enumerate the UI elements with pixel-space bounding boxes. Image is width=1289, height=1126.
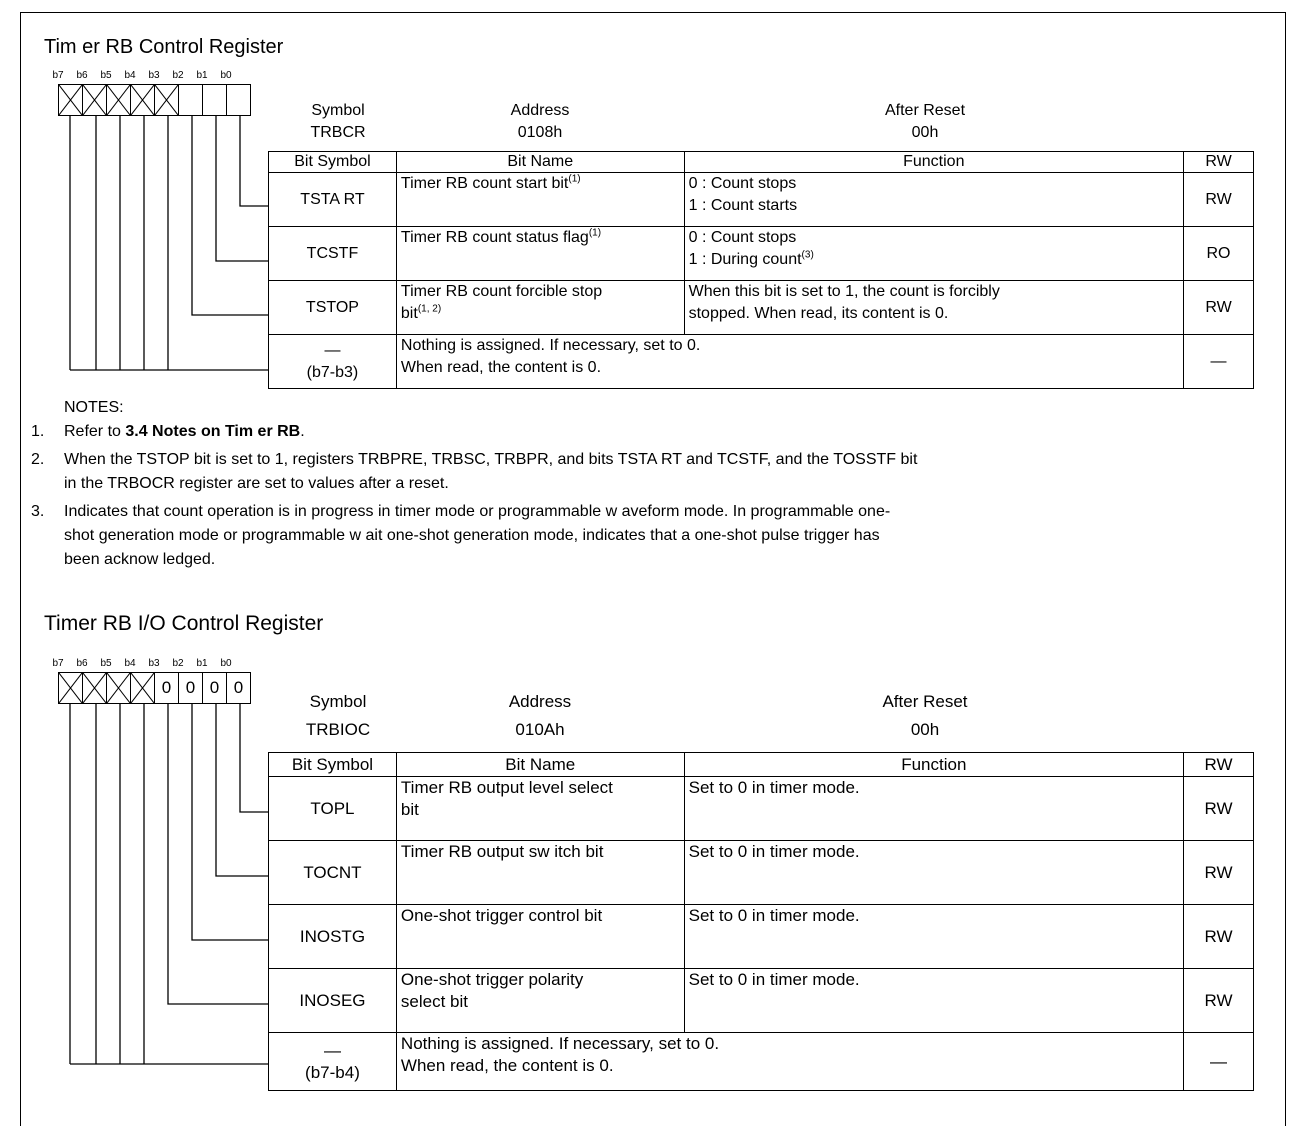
reg2-table <box>268 752 1254 1091</box>
rw-value: — <box>1184 1033 1254 1091</box>
bit-label: b1 <box>196 658 208 669</box>
bit-label: b3 <box>148 70 160 81</box>
rw-value: RW <box>1184 173 1254 227</box>
table-row <box>269 281 1254 335</box>
reg2-symbol-value: TRBIOC <box>305 720 371 739</box>
bit-function: Nothing is assigned. If necessary, set to 0. When read, the content is 0. <box>396 335 1183 389</box>
table-row-reserved <box>269 335 1254 389</box>
bit-name: One-shot trigger control bit <box>396 905 684 969</box>
rw-value: — <box>1184 335 1254 389</box>
reg2-reset-label: After Reset <box>882 692 968 711</box>
table-row-reserved <box>269 1033 1254 1091</box>
col-header: Bit Name <box>396 753 684 777</box>
rw-value: RW <box>1184 969 1254 1033</box>
bit-label: b3 <box>148 658 160 669</box>
bit-symbol: — (b7-b3) <box>269 335 397 389</box>
table-row <box>269 777 1254 841</box>
bit-label: b2 <box>172 70 184 81</box>
col-header: Function <box>684 152 1183 173</box>
bit-symbol: INOSEG <box>269 969 397 1033</box>
reg1-reset-value: 00h <box>911 124 939 141</box>
bit-symbol: TCSTF <box>269 227 397 281</box>
reg2-bit-connectors <box>0 0 280 1126</box>
bit-name: Timer RB output level select bit <box>396 777 684 841</box>
bit-label: b0 <box>220 658 232 669</box>
bit-label: b4 <box>124 70 136 81</box>
rw-value: RW <box>1184 841 1254 905</box>
bit-function: Set to 0 in timer mode. <box>684 777 1183 841</box>
bit-label: b5 <box>100 70 112 81</box>
bit-label: b5 <box>100 658 112 669</box>
bit-label: b2 <box>172 658 184 669</box>
bit-function: When this bit is set to 1, the count is forcibly stopped. When read, its content is 0. <box>684 281 1183 335</box>
bit-function: Set to 0 in timer mode. <box>684 969 1183 1033</box>
bit-name: Timer RB count forcible stop bit$^{(1, 2)}$ <box>396 281 684 335</box>
reg2-reset-value: 00h <box>910 720 940 739</box>
table-header-row <box>269 753 1254 777</box>
bit-name: Timer RB count status flag$^{(1)}$ <box>396 227 684 281</box>
bit-cell: 0 <box>202 672 226 704</box>
bit-symbol: TOPL <box>269 777 397 841</box>
col-header: Bit Name <box>396 152 684 173</box>
reg1-reset-label: After Reset <box>884 102 966 119</box>
bit-label: b1 <box>196 70 208 81</box>
bit-label: b4 <box>124 658 136 669</box>
table-row <box>269 905 1254 969</box>
reg1-title: Tim er RB Control Register <box>44 36 284 58</box>
rw-value: RW <box>1184 281 1254 335</box>
col-header: RW <box>1184 152 1254 173</box>
note-2: 2. When the TSTOP bit is set to 1, registers TRBPRE, TRBSC, TRBPR, and bits TSTA RT and TCSTF, and the TOSSTF bit in the TRBOCR register are set to values after a reset. <box>31 451 918 492</box>
note-1: 1. Refer to 3.4 Notes on Tim er RB. <box>31 423 305 440</box>
table-row <box>269 227 1254 281</box>
reg1-symbol-value: TRBCR <box>310 124 366 141</box>
reg2-address-value: 010Ah <box>515 720 565 739</box>
bit-symbol: — (b7-b4) <box>269 1033 397 1091</box>
bit-label: b6 <box>76 658 88 669</box>
col-header: Function <box>684 753 1183 777</box>
note-3: 3. Indicates that count operation is in progress in timer mode or programmable w aveform mode. In programmable one- shot generation mode or programmable w ait one-shot generation mode, indicates that a one-shot pulse trigger has been acknow ledged. <box>31 503 891 568</box>
bit-cell: 0 <box>226 672 250 704</box>
col-header: RW <box>1184 753 1254 777</box>
bit-symbol: TOCNT <box>269 841 397 905</box>
reg2-address-label: Address <box>508 692 572 711</box>
table-row <box>269 173 1254 227</box>
bit-function: 0 : Count stops 1 : Count starts <box>684 173 1183 227</box>
bit-function: Set to 0 in timer mode. <box>684 905 1183 969</box>
bit-function: 0 : Count stops 1 : During count$^{(3)}$ <box>684 227 1183 281</box>
bit-cell: 0 <box>154 672 178 704</box>
table-row <box>269 841 1254 905</box>
reg1-address-label: Address <box>510 102 570 119</box>
bit-label: b7 <box>52 658 64 669</box>
table-header-row <box>269 152 1254 173</box>
bit-symbol: TSTOP <box>269 281 397 335</box>
reg1-table <box>268 151 1254 389</box>
reg1-address-value: 0108h <box>517 124 563 141</box>
notes-title: NOTES: <box>64 399 124 416</box>
bit-label: b6 <box>76 70 88 81</box>
rw-value: RW <box>1184 905 1254 969</box>
reg2-title: Timer RB I/O Control Register <box>44 612 324 635</box>
bit-cell: 0 <box>178 672 202 704</box>
bit-symbol: TSTA RT <box>269 173 397 227</box>
reg1-symbol-label: Symbol <box>311 102 365 119</box>
rw-value: RW <box>1184 777 1254 841</box>
bit-symbol: INOSTG <box>269 905 397 969</box>
bit-function: Set to 0 in timer mode. <box>684 841 1183 905</box>
rw-value: RO <box>1184 227 1254 281</box>
bit-name: One-shot trigger polarity select bit <box>396 969 684 1033</box>
bit-label: b7 <box>52 70 64 81</box>
col-header: Bit Symbol <box>269 753 397 777</box>
col-header: Bit Symbol <box>269 152 397 173</box>
bit-name: Timer RB output sw itch bit <box>396 841 684 905</box>
bit-label: b0 <box>220 70 232 81</box>
bit-name: Timer RB count start bit$^{(1)}$ <box>396 173 684 227</box>
bit-function: Nothing is assigned. If necessary, set to 0. When read, the content is 0. <box>396 1033 1183 1091</box>
table-row <box>269 969 1254 1033</box>
reg2-symbol-label: Symbol <box>309 692 367 711</box>
